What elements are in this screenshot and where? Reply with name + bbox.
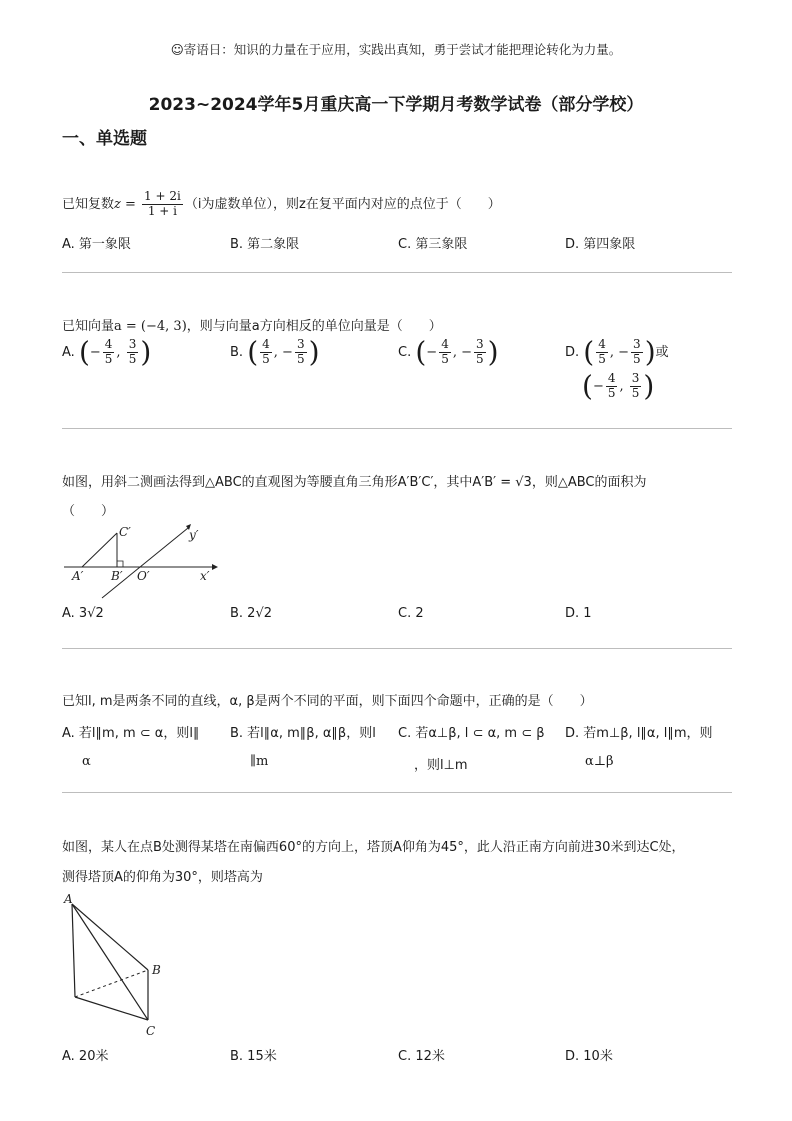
q5-option-b[interactable]: B. 15米: [230, 1049, 277, 1064]
q2-stem-suffix: ，则与向量a方向相反的单位向量是（ ）: [186, 319, 442, 334]
question-5-stem-line2: 测得塔顶A的仰角为30°，则塔高为: [62, 870, 263, 885]
numerator: 3: [476, 337, 484, 351]
separator: , −: [609, 344, 630, 360]
x-axis-arrow: [212, 564, 218, 570]
separator: ,: [619, 378, 628, 394]
q2-option-d-alt: [582, 369, 655, 403]
option-letter: A.: [62, 344, 75, 360]
denominator: 5: [441, 351, 449, 366]
tower-edge: [72, 904, 75, 997]
fraction: [103, 338, 115, 367]
or-conjunction: 或: [655, 344, 669, 360]
denominator: 5: [476, 351, 484, 366]
divider: [62, 428, 732, 429]
q1-equals: =: [120, 196, 141, 212]
q3-option-a[interactable]: A. 3√2: [62, 606, 104, 621]
fraction: [260, 338, 272, 367]
q1-option-c[interactable]: C. 第三象限: [398, 237, 468, 252]
question-3-stem-line2: （ ）: [62, 504, 115, 519]
q5-figure: [60, 890, 180, 1040]
denominator: 5: [598, 351, 606, 366]
label-a: A: [64, 892, 73, 906]
sign: −: [89, 344, 101, 360]
divider: [62, 272, 732, 273]
q1-fraction: [142, 190, 183, 219]
sign: −: [426, 344, 438, 360]
left-paren: (: [247, 335, 259, 369]
fraction: [439, 338, 451, 367]
edge-base-c: [75, 997, 148, 1020]
q3-figure: [60, 520, 220, 602]
q5-option-c[interactable]: C. 12米: [398, 1049, 445, 1064]
denominator: 5: [633, 351, 641, 366]
question-4-stem: 已知l, m是两条不同的直线，α, β是两个不同的平面，则下面四个命题中，正确的是（ ）: [62, 694, 593, 709]
question-2-stem: [62, 315, 442, 334]
q4-option-d[interactable]: D. 若m⊥β, l∥α, l∥m，则: [565, 726, 713, 741]
q4-option-b[interactable]: B. 若l∥α, m∥β, α∥β，则l: [230, 726, 376, 741]
numerator: 3: [631, 371, 640, 385]
right-paren: ): [487, 335, 499, 369]
question-1-stem: [62, 190, 501, 219]
right-paren: ): [644, 335, 656, 369]
hidden-edge-base-b: [75, 970, 148, 997]
q2-stem-prefix: 已知向量: [62, 319, 115, 334]
section-heading: 一、单选题: [62, 129, 147, 149]
q5-option-d[interactable]: D. 10米: [565, 1049, 613, 1064]
fraction: [474, 338, 486, 367]
label-o-prime: O′: [137, 569, 150, 583]
right-paren: ): [643, 369, 655, 403]
left-paren: (: [415, 335, 427, 369]
separator: ,: [116, 344, 125, 360]
divider: [62, 792, 732, 793]
question-3-stem-line1: 如图，用斜二测画法得到△ABC的直观图为等腰直角三角形A′B′C′，其中A′B′ = √3，则△ABC的面积为: [62, 475, 647, 490]
q2-option-d[interactable]: [565, 335, 669, 369]
page-title: 2023~2024学年5月重庆高一下学期月考数学试卷（部分学校）: [148, 95, 644, 115]
fraction: [606, 372, 618, 401]
q4-option-a-cont: α: [82, 754, 91, 769]
divider: [62, 648, 732, 649]
label-b-prime: B′: [111, 569, 123, 583]
q1-option-d[interactable]: D. 第四象限: [565, 237, 636, 252]
q4-option-a[interactable]: A. 若l∥m, m ⊂ α，则l∥: [62, 726, 200, 741]
q3-option-b[interactable]: B. 2√2: [230, 606, 273, 621]
q1-fraction-numerator: 1 + 2i: [144, 189, 181, 203]
left-paren: (: [582, 369, 593, 403]
q2-option-a[interactable]: [62, 335, 152, 369]
q4-option-c-cont: ，则l⊥m: [414, 758, 468, 773]
q2-vector-expression: a = (−4, 3): [114, 319, 187, 334]
separator: , −: [452, 344, 473, 360]
numerator: 4: [262, 337, 270, 351]
denominator: 5: [296, 351, 305, 366]
edge-a-b: [72, 904, 148, 970]
q1-option-a[interactable]: A. 第一象限: [62, 237, 131, 252]
separator: , −: [273, 344, 293, 360]
label-x-prime: x′: [200, 569, 210, 583]
q4-option-c[interactable]: C. 若α⊥β, l ⊂ α, m ⊂ β: [398, 726, 545, 741]
q1-stem-suffix: （i为虚数单位），则z在复平面内对应的点位于（ ）: [184, 196, 501, 212]
right-angle-mark: [117, 561, 123, 567]
numerator: 3: [633, 337, 641, 351]
option-letter: D.: [565, 344, 580, 360]
q3-option-d[interactable]: D. 1: [565, 606, 592, 621]
fraction: [630, 372, 642, 401]
label-c: C: [146, 1024, 156, 1038]
fraction: [596, 338, 608, 367]
label-b: B: [152, 963, 161, 977]
numerator: 4: [607, 371, 616, 385]
q3-option-c[interactable]: C. 2: [398, 606, 424, 621]
q1-fraction-denominator: 1 + i: [147, 203, 178, 218]
right-paren: ): [140, 335, 152, 369]
denominator: 5: [631, 385, 640, 400]
label-c-prime: C′: [119, 525, 131, 539]
y-axis: [102, 528, 188, 598]
q2-option-b[interactable]: [230, 335, 320, 369]
label-y-prime: y′: [189, 528, 199, 542]
denominator: 5: [104, 351, 113, 366]
numerator: 4: [598, 337, 606, 351]
right-paren: ): [308, 335, 320, 369]
denominator: 5: [262, 351, 270, 366]
q1-variable: z: [114, 196, 121, 212]
fraction: [127, 338, 139, 367]
edge-a-c: [72, 904, 148, 1020]
edge-a-c: [82, 533, 117, 567]
q4-option-b-cont: ∥m: [250, 754, 269, 769]
label-a-prime: A′: [72, 569, 84, 583]
left-paren: (: [583, 335, 595, 369]
option-letter: C.: [398, 344, 412, 360]
fraction: [295, 338, 307, 367]
question-5-stem-line1: 如图，某人在点B处测得某塔在南偏西60°的方向上，塔顶A仰角为45°，此人沿正南方向前进30米到达C处，: [62, 840, 685, 855]
denominator: 5: [128, 351, 137, 366]
q5-option-a[interactable]: A. 20米: [62, 1049, 109, 1064]
q4-option-d-cont: α⊥β: [585, 754, 614, 769]
q1-stem-prefix: 已知复数: [62, 196, 115, 212]
fraction: [631, 338, 643, 367]
numerator: 3: [128, 337, 137, 351]
left-paren: (: [78, 335, 90, 369]
numerator: 4: [104, 337, 113, 351]
q1-option-b[interactable]: B. 第二象限: [230, 237, 300, 252]
motto-line: ☺寄语日：知识的力量在于应用，实践出真知，勇于尝试才能把理论转化为力量。: [170, 42, 622, 57]
q2-option-c[interactable]: [398, 335, 499, 369]
option-letter: B.: [230, 344, 244, 360]
numerator: 4: [441, 337, 449, 351]
denominator: 5: [607, 385, 616, 400]
numerator: 3: [296, 337, 305, 351]
sign: −: [592, 378, 604, 394]
